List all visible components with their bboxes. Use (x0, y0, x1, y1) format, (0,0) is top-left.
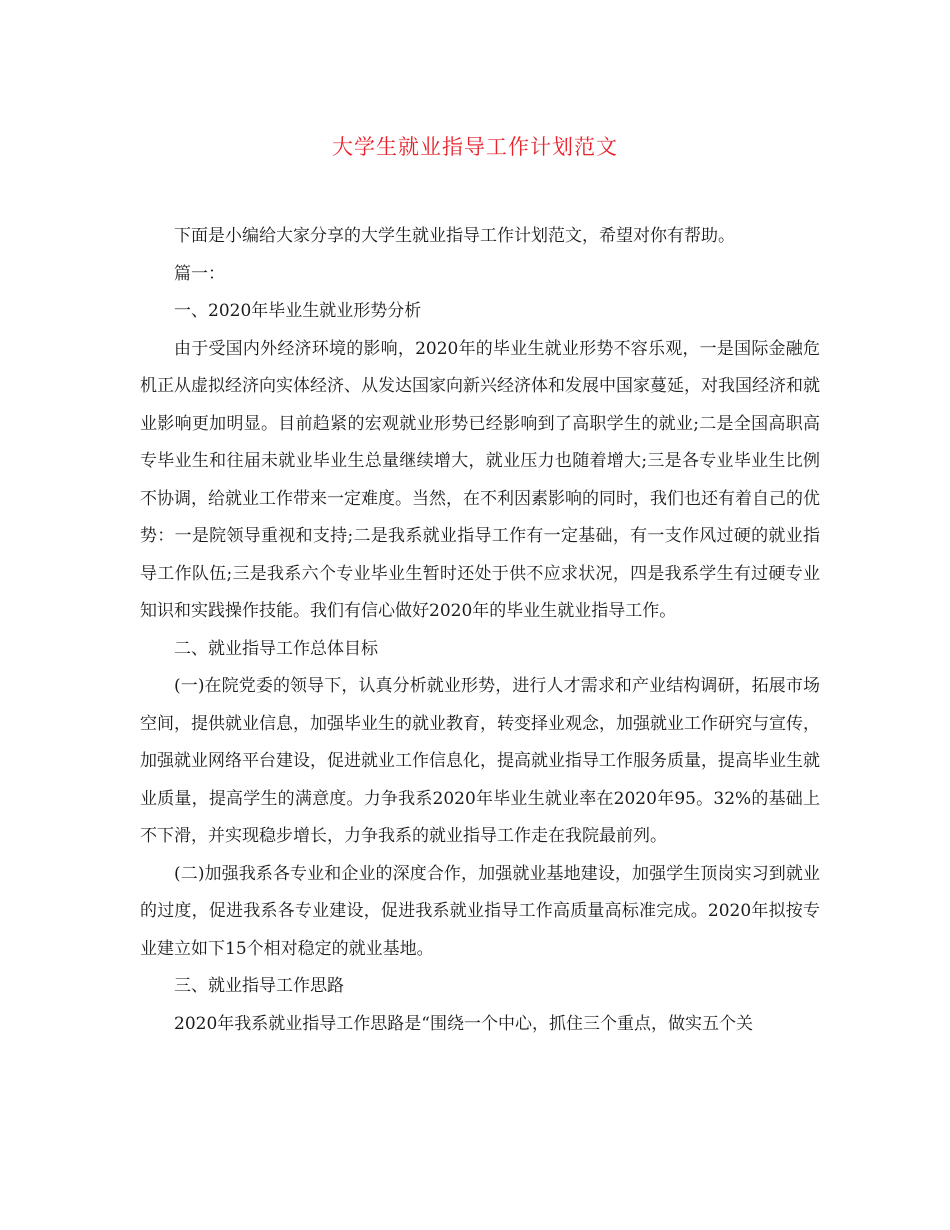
document-body (140, 218, 820, 1043)
paragraph-goal-one: (一)在院党委的领导下，认真分析就业形势，进行人才需求和产业结构调研，拓展市场空间，提供就业信息，加强毕业生的就业教育，转变择业观念，加强就业工作研究与宣传，加强就业网络平台建设，促进就业工作信息化，提高就业指导工作服务质量，提高毕业生就业质量，提高学生的满意度。力争我系2020年毕业生就业率在2020年95。32%的基础上不下滑，并实现稳步增长，力争我系的就业指导工作走在我院最前列。 (140, 676, 820, 846)
paragraph-work-approach: 2020年我系就业指导工作思路是“围绕一个中心，抓住三个重点，做实五个关 (174, 1013, 753, 1034)
paragraph-part-one: 篇一： (174, 263, 225, 284)
paragraph-goal-two: (二)加强我系各专业和企业的深度合作，加强就业基地建设，加强学生顶岗实习到就业的过度，促进我系各专业建设，促进我系就业指导工作高质量高标准完成。2020年拟按专业建立如下15个相对稳定的就业基地。 (140, 863, 820, 959)
document-title: 大学生就业指导工作计划范文 (332, 135, 618, 159)
paragraph-employment-situation: 由于受国内外经济环境的影响，2020年的毕业生就业形势不容乐观，一是国际金融危机正从虚拟经济向实体经济、从发达国家向新兴经济体和发展中国家蔓延，对我国经济和就业影响更加明显。目前趋紧的宏观就业形势已经影响到了高职学生的就业;二是全国高职高专毕业生和往届未就业毕业生总量继续增大，就业压力也随着增大;三是各专业毕业生比例不协调，给就业工作带来一定难度。当然，在不利因素影响的同时，我们也还有着自己的优势：一是院领导重视和支持;二是我系就业指导工作有一定基础，有一支作风过硬的就业指导工作队伍;三是我系六个专业毕业生暂时还处于供不应求状况，四是我系学生有过硬专业知识和实践操作技能。我们有信心做好2020年的毕业生就业指导工作。 (140, 338, 820, 621)
heading-section-three: 三、就业指导工作思路 (174, 976, 344, 996)
heading-section-one: 一、2020年毕业生就业形势分析 (174, 301, 422, 321)
heading-section-two: 二、就业指导工作总体目标 (174, 638, 378, 659)
paragraph-intro: 下面是小编给大家分享的大学生就业指导工作计划范文，希望对你有帮助。 (174, 226, 735, 246)
